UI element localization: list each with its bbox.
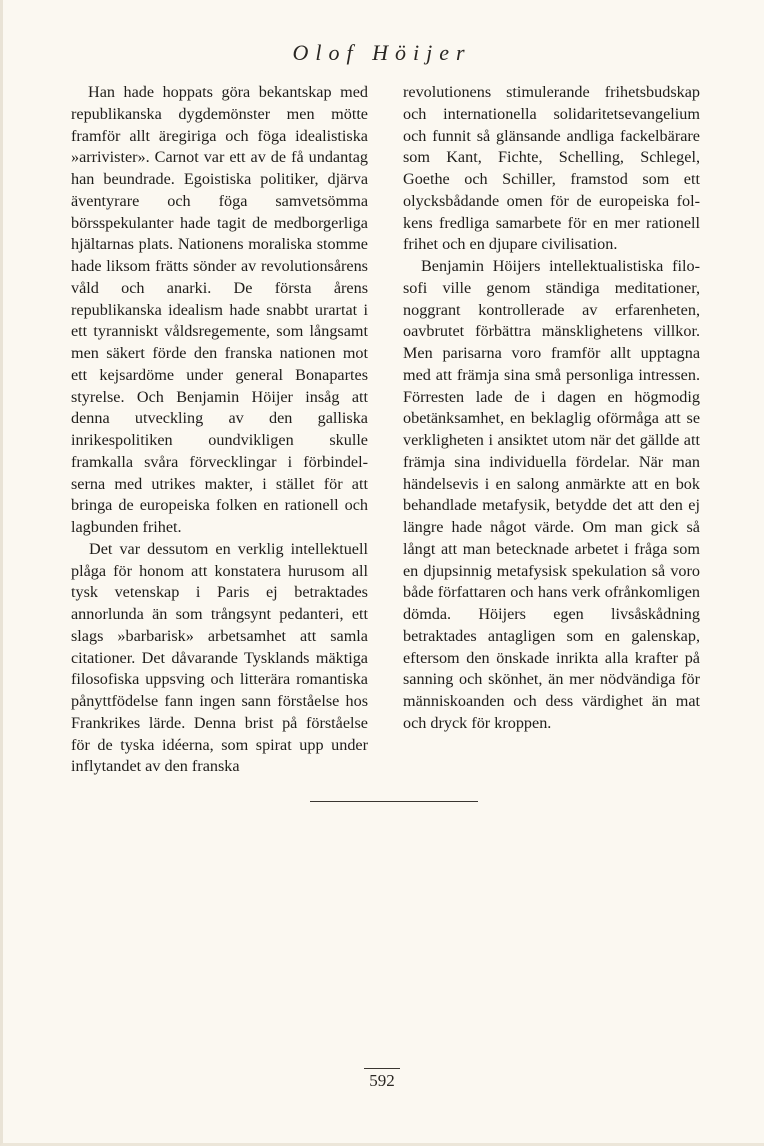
paragraph: Benjamin Höijers intellektualistiska filosofi ville genom ständiga meditationer, noggrant kontrollerade av erfarenheten, oavbrutet förbättra mänsklighetens villkor. Men parisarna voro framför allt upptagna med att främja sina små personliga intressen. Förresten lade de i dagen en högmodig obetänksamhet, en beklaglig oförmåga att se verkligheten i ansiktet utom när det gällde att främja sina individuella fördelar. När man händelsevis i en salong anmärkte att en bok behandlade metafysik, betydde det att den ej längre hade något värde. Om man gick så långt att man betecknade arbetet i fråga som en djupsinnig metafysisk spekulation så voro både författaren och hans verk ofrånkomligen dömda. Höijers egen livsåskådning betraktades antagligen som en galenskap, eftersom den önskade inrikta alla krafter på sanning och skönhet, än mer nödvändiga för människoanden och dess värdighet än mat och dryck för kroppen. xyxy=(403,257,700,732)
paragraph: Han hade hoppats göra bekantskap med republikanska dygdemönster men mötte framför allt äregiriga och föga idealistiska »arrivister». Carnot var ett av de få undantag han beundrade. Egoistiska politiker, djärva äventyrare och föga samvetsömma börsspekulanter hade tagit de medborgerliga hjältarnas plats. Nationens moraliska stomme hade liksom frätts sönder av revolutionsårens våld och anarki. De första årens republikanska idealism hade snabbt urartat i ett tyranniskt våldsregemente, som långsamt men säkert förde den franska nationen mot ett kejsardöme under general Bonapartes styrelse. Och Benjamin Höijer insåg att denna utveckling av den galliska inrikespolitiken oundvikligen skulle framkalla svåra förvecklingar i förbindelserna med utrikes makter, i stället för att bringa de europeiska folken en rationell och lagbunden frihet. xyxy=(71,83,368,536)
section-end-rule xyxy=(310,801,478,802)
page-number-rule xyxy=(364,1068,400,1069)
running-head: Olof Höijer xyxy=(292,40,472,65)
page-number-block xyxy=(352,1068,412,1091)
left-column xyxy=(71,82,368,778)
right-column xyxy=(403,82,700,735)
page-number: 592 xyxy=(369,1071,395,1090)
paragraph: Det var dessutom en verklig intellektuell plåga för honom att konstatera hurusom all tysk vetenskap i Paris ej betraktades annorlunda än som trångsynt pedanteri, ett slags »barbarisk» arbetsamhet att samla citationer. Det dåvarande Tysklands mäktiga filosofiska uppsving och litterära romantiska pånyttfödelse fann ingen sann förståelse hos Frankrikes lärde. Denna brist på förståelse för de tyska idéerna, som spirat upp under inflytandet av den franska xyxy=(71,539,368,776)
paragraph: revolutionens stimulerande frihetsbudskap och internationella solidaritetsevangelium och funnit så glänsande andliga fackelbärare som Kant, Fichte, Schelling, Schlegel, Goethe och Schiller, framstod som ett olycksbådande omen för de europeiska folkens fredliga samarbete för en mer rationell frihet och en djupare civilisation. xyxy=(403,83,700,254)
